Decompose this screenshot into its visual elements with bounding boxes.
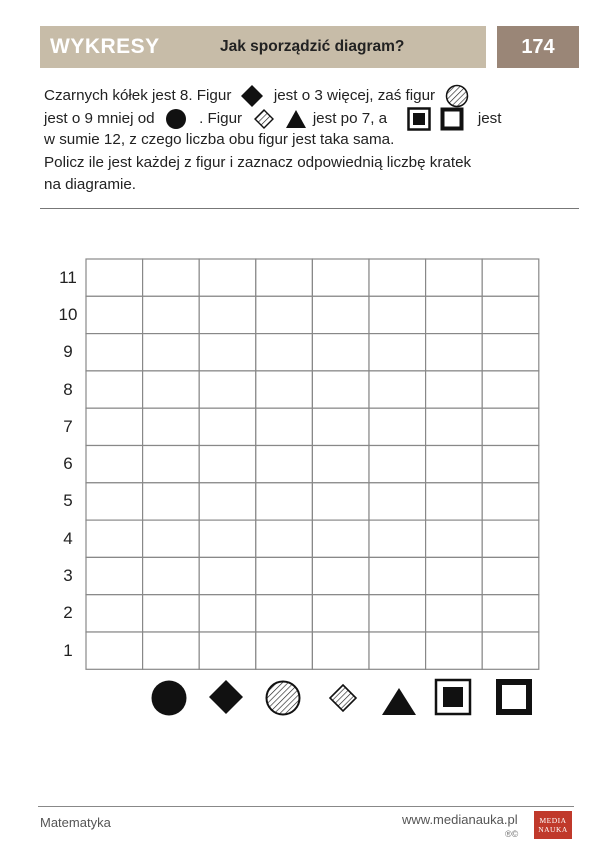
grid-cell[interactable] xyxy=(426,557,483,594)
y-axis-label: 8 xyxy=(63,379,73,399)
grid-cell[interactable] xyxy=(426,520,483,557)
grid-cell[interactable] xyxy=(369,632,426,669)
grid-cell[interactable] xyxy=(256,446,313,483)
grid-cell[interactable] xyxy=(312,296,369,333)
grid-cell[interactable] xyxy=(312,595,369,632)
task-text-2c: jest po 7, a xyxy=(312,109,388,127)
task-text-1a: Czarnych kółek jest 8. Figur xyxy=(44,87,232,105)
y-axis-label: 7 xyxy=(63,416,73,436)
grid-cell[interactable] xyxy=(199,371,256,408)
grid-cell[interactable] xyxy=(86,371,143,408)
task-line-1 xyxy=(44,84,574,107)
grid-lines xyxy=(40,255,540,675)
filled-framed-square-icon xyxy=(434,678,472,716)
y-axis-label: 3 xyxy=(63,566,73,586)
grid-cell[interactable] xyxy=(312,334,369,371)
grid-cell[interactable] xyxy=(199,259,256,296)
filled-framed-square-icon xyxy=(407,107,431,131)
black-triangle-icon xyxy=(380,678,418,716)
black-diamond-icon xyxy=(240,84,264,108)
grid-cell[interactable] xyxy=(256,408,313,445)
grid-cell[interactable] xyxy=(256,296,313,333)
grid-cell[interactable] xyxy=(199,334,256,371)
grid-cell[interactable] xyxy=(199,595,256,632)
footer-separator xyxy=(38,806,574,807)
grid-cell[interactable] xyxy=(482,259,539,296)
grid-cell[interactable] xyxy=(426,334,483,371)
grid-cell[interactable] xyxy=(369,595,426,632)
grid-cell[interactable] xyxy=(86,259,143,296)
grid-cell[interactable] xyxy=(256,557,313,594)
grid-cell[interactable] xyxy=(199,557,256,594)
grid-cell[interactable] xyxy=(256,632,313,669)
grid-cell[interactable] xyxy=(482,371,539,408)
grid-cell[interactable] xyxy=(199,483,256,520)
grid-cell[interactable] xyxy=(199,632,256,669)
grid-cell[interactable] xyxy=(369,557,426,594)
media-nauka-logo xyxy=(534,811,572,839)
grid-cell[interactable] xyxy=(312,446,369,483)
hatched-circle-icon xyxy=(264,678,302,716)
grid-cell[interactable] xyxy=(369,296,426,333)
grid-cell[interactable] xyxy=(426,408,483,445)
grid-cell[interactable] xyxy=(482,446,539,483)
task-text-2b: . Figur xyxy=(199,109,243,127)
hollow-square-icon xyxy=(440,107,464,131)
grid-cell[interactable] xyxy=(482,557,539,594)
black-triangle-icon xyxy=(285,109,307,129)
grid-cell[interactable] xyxy=(482,483,539,520)
section-title: WYKRESY xyxy=(50,35,160,58)
y-axis-label: 2 xyxy=(63,603,73,623)
logo-line-2: NAUKA xyxy=(538,825,568,834)
grid-cell[interactable] xyxy=(426,296,483,333)
column-symbols xyxy=(0,678,600,722)
task-line-2 xyxy=(44,107,574,130)
grid-cell[interactable] xyxy=(482,296,539,333)
grid-cell[interactable] xyxy=(312,520,369,557)
grid-cell[interactable] xyxy=(312,259,369,296)
logo-line-1: MEDIA xyxy=(539,816,567,825)
grid-cell[interactable] xyxy=(143,371,200,408)
y-axis-label: 5 xyxy=(63,491,73,511)
grid-cell[interactable] xyxy=(312,632,369,669)
grid-cell[interactable] xyxy=(369,371,426,408)
task-text-1b: jest o 3 więcej, zaś figur xyxy=(273,87,436,105)
grid-cell[interactable] xyxy=(426,632,483,669)
grid-cell[interactable] xyxy=(482,334,539,371)
grid-cell[interactable] xyxy=(369,334,426,371)
footer-copyright: ®© xyxy=(505,829,519,839)
y-axis-label: 11 xyxy=(59,267,77,287)
grid-cell[interactable] xyxy=(143,408,200,445)
hatched-circle-icon xyxy=(445,84,469,108)
grid-cell[interactable] xyxy=(86,446,143,483)
grid-cell[interactable] xyxy=(256,595,313,632)
task-line-5: na diagramie. xyxy=(44,176,137,193)
grid-cell[interactable] xyxy=(312,557,369,594)
grid-cell[interactable] xyxy=(199,408,256,445)
grid-cell[interactable] xyxy=(143,334,200,371)
footer-url[interactable]: www.medianauka.pl xyxy=(402,812,518,827)
grid-cell[interactable] xyxy=(86,595,143,632)
separator-line xyxy=(40,208,579,209)
y-axis-label: 9 xyxy=(63,342,73,362)
black-circle-icon xyxy=(165,108,187,130)
task-text xyxy=(44,84,574,197)
hatched-diamond-icon xyxy=(254,109,274,129)
grid-cell[interactable] xyxy=(86,520,143,557)
task-text-2d: jest xyxy=(477,109,502,127)
grid-cell[interactable] xyxy=(482,632,539,669)
footer-subject: Matematyka xyxy=(40,815,111,830)
grid-cell[interactable] xyxy=(369,259,426,296)
page-number: 174 xyxy=(497,26,579,68)
hatched-diamond-icon xyxy=(326,678,360,716)
grid-cell[interactable] xyxy=(143,446,200,483)
y-axis-label: 6 xyxy=(63,454,73,474)
grid-cell[interactable] xyxy=(86,483,143,520)
grid-cell[interactable] xyxy=(143,595,200,632)
grid-cell[interactable] xyxy=(312,408,369,445)
y-axis-label: 10 xyxy=(58,304,78,324)
y-axis-label: 1 xyxy=(63,640,73,660)
grid-cell[interactable] xyxy=(143,632,200,669)
grid-cell[interactable] xyxy=(369,408,426,445)
grid-cell[interactable] xyxy=(199,446,256,483)
grid-cell[interactable] xyxy=(369,446,426,483)
page-subtitle: Jak sporządzić diagram? xyxy=(220,38,405,55)
grid-cell[interactable] xyxy=(256,371,313,408)
grid-cell[interactable] xyxy=(312,483,369,520)
grid-cell[interactable] xyxy=(143,483,200,520)
black-diamond-icon xyxy=(207,678,245,716)
grid-cell[interactable] xyxy=(143,520,200,557)
grid-cell[interactable] xyxy=(426,371,483,408)
grid-cell[interactable] xyxy=(143,296,200,333)
grid-cell[interactable] xyxy=(256,520,313,557)
hollow-square-icon xyxy=(495,678,533,716)
grid-cell[interactable] xyxy=(86,632,143,669)
y-axis-label: 4 xyxy=(63,528,73,548)
grid-cell[interactable] xyxy=(482,595,539,632)
grid-cell[interactable] xyxy=(143,259,200,296)
grid-cell[interactable] xyxy=(426,259,483,296)
grid-cell[interactable] xyxy=(199,296,256,333)
grid-cell[interactable] xyxy=(86,408,143,445)
grid-cell[interactable] xyxy=(86,296,143,333)
header-banner xyxy=(40,26,486,68)
task-line-3: w sumie 12, z czego liczba obu figur jest taka sama. xyxy=(44,131,395,148)
black-circle-icon xyxy=(150,678,188,716)
grid-cell[interactable] xyxy=(369,483,426,520)
grid-cell[interactable] xyxy=(426,483,483,520)
grid-cell[interactable] xyxy=(312,371,369,408)
grid-cell[interactable] xyxy=(256,259,313,296)
task-text-2a: jest o 9 mniej od xyxy=(44,109,155,127)
grid-cell[interactable] xyxy=(86,557,143,594)
grid-cell[interactable] xyxy=(482,408,539,445)
grid-cell[interactable] xyxy=(426,595,483,632)
grid-cell[interactable] xyxy=(199,520,256,557)
grid-cell[interactable] xyxy=(256,483,313,520)
grid-cell[interactable] xyxy=(256,334,313,371)
grid-cell[interactable] xyxy=(426,446,483,483)
task-line-4: Policz ile jest każdej z figur i zaznacz odpowiednią liczbę kratek xyxy=(44,153,472,171)
grid-cell[interactable] xyxy=(482,520,539,557)
grid-cell[interactable] xyxy=(369,520,426,557)
grid-cell[interactable] xyxy=(143,557,200,594)
grid-cell[interactable] xyxy=(86,334,143,371)
